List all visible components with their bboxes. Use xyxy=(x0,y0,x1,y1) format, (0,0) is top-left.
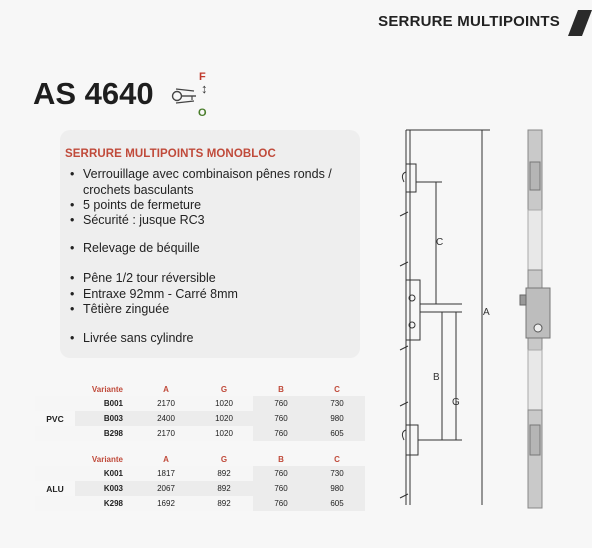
open-direction-o: O xyxy=(198,107,207,119)
table-cell: 730 xyxy=(309,466,365,481)
table-cell: 1020 xyxy=(195,396,253,411)
table-cell: 760 xyxy=(253,496,309,511)
up-down-arrow-icon: ↕ xyxy=(201,81,208,96)
group-label-alu: ALU xyxy=(35,481,75,496)
variant-code: B003 xyxy=(103,414,123,423)
variant-code: K001 xyxy=(103,469,123,478)
table-cell: 892 xyxy=(217,469,231,478)
table-row xyxy=(35,396,365,411)
product-model: AS 4640 xyxy=(33,76,154,111)
table-row xyxy=(35,411,365,426)
table-cell: 1020 xyxy=(215,414,233,423)
open-direction-f: F xyxy=(199,71,206,83)
column-header: Variante xyxy=(91,454,123,464)
table-header-row xyxy=(35,382,365,396)
table-cell: 1692 xyxy=(157,499,175,508)
variant-code: B298 xyxy=(103,429,123,438)
table-cell: 760 xyxy=(274,414,288,423)
feature-item: • Livrée sans cylindre xyxy=(70,331,194,345)
dim-label-c: C xyxy=(436,237,444,248)
table-cell: 760 xyxy=(253,396,309,411)
group-label-pvc: PVC xyxy=(35,411,75,426)
table-row xyxy=(35,466,365,481)
table-cell: 760 xyxy=(253,426,309,441)
feature-item-continued: crochets basculants xyxy=(83,183,194,197)
table-cell: 760 xyxy=(274,484,288,493)
feature-item: • Relevage de béquille xyxy=(70,241,200,255)
key-icon xyxy=(170,85,198,107)
table-cell: 892 xyxy=(217,499,231,508)
dim-label-a: A xyxy=(483,307,490,318)
table-cell: 980 xyxy=(330,484,344,493)
column-header: Variante xyxy=(91,384,123,394)
column-header: G xyxy=(220,384,228,394)
table-cell: 2170 xyxy=(137,396,195,411)
dim-label-b: B xyxy=(433,372,440,383)
table-cell: 2067 xyxy=(157,484,175,493)
table-cell: 605 xyxy=(309,426,365,441)
table-cell: 605 xyxy=(309,496,365,511)
table-cell: 2400 xyxy=(157,414,175,423)
table-row xyxy=(35,496,365,511)
column-header: C xyxy=(334,384,340,394)
page-header-title: SERRURE MULTIPOINTS xyxy=(378,13,560,30)
spec-table-pvc xyxy=(35,382,365,441)
column-header: B xyxy=(278,454,284,464)
header-slant-icon xyxy=(568,10,592,36)
table-cell: 2170 xyxy=(157,429,175,438)
table-header-row xyxy=(35,452,365,466)
dim-label-g: G xyxy=(452,397,460,408)
table-row xyxy=(35,426,365,441)
column-header: C xyxy=(334,454,340,464)
column-header: B xyxy=(278,384,284,394)
table-cell: 760 xyxy=(253,466,309,481)
table-cell: 730 xyxy=(309,396,365,411)
feature-item: • Têtière zinguée xyxy=(70,302,170,316)
lock-technical-diagram xyxy=(370,120,592,520)
column-header: A xyxy=(163,384,169,394)
table-row xyxy=(35,481,365,496)
column-header: A xyxy=(163,454,169,464)
feature-item: • Entraxe 92mm - Carré 8mm xyxy=(70,287,238,301)
table-cell: 1020 xyxy=(215,429,233,438)
variant-code: K298 xyxy=(103,499,123,508)
table-cell: 1817 xyxy=(157,469,175,478)
variant-code: K003 xyxy=(103,484,123,493)
feature-item: • 5 points de fermeture xyxy=(70,198,202,212)
table-cell: 980 xyxy=(330,414,344,423)
variant-code: B001 xyxy=(103,399,123,408)
feature-item: • Pêne 1/2 tour réversible xyxy=(70,271,216,285)
column-header: G xyxy=(220,454,228,464)
spec-table-alu xyxy=(35,452,365,511)
panel-title: SERRURE MULTIPOINTS MONOBLOC xyxy=(65,148,276,160)
table-cell: 892 xyxy=(217,484,231,493)
feature-item: • Verrouillage avec combinaison pênes ronds / xyxy=(70,167,332,181)
feature-item: • Sécurité : jusque RC3 xyxy=(70,213,205,227)
lock-photo xyxy=(520,130,550,508)
